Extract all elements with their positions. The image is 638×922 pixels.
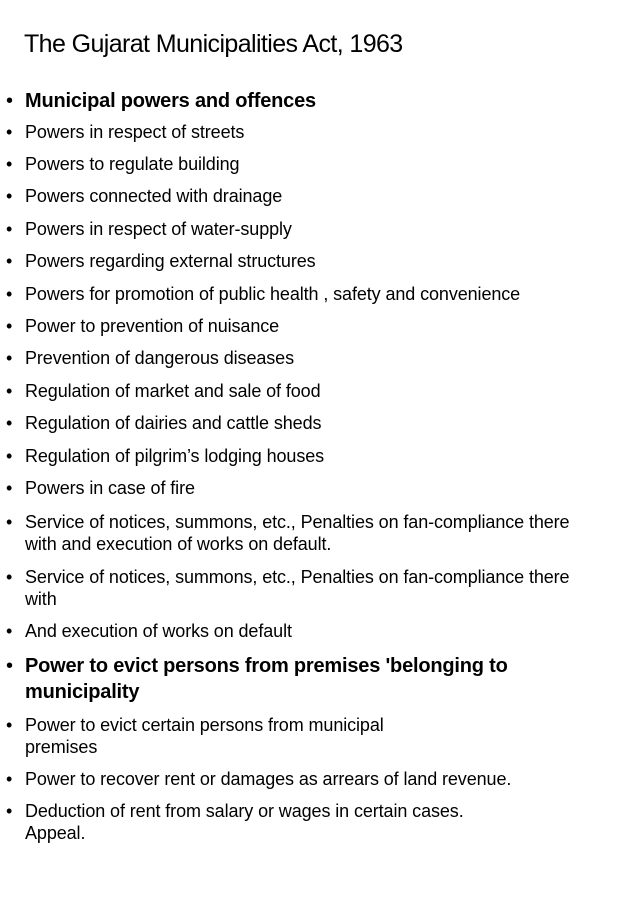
list-item-text: Powers connected with drainage (25, 186, 283, 206)
bullet-icon: • (6, 381, 13, 401)
list-item-text: Service of notices, summons, etc., Penalties on fan-compliance there with (25, 567, 570, 609)
list-item-text: Power to evict certain persons from municipal premises (25, 715, 384, 757)
list-item-text: Regulation of pilgrim’s lodging houses (25, 446, 325, 466)
bullet-icon: • (6, 621, 13, 641)
bullet-icon: • (6, 284, 13, 304)
list-item-text: Powers in respect of water-supply (25, 219, 292, 239)
bullet-icon: • (6, 348, 13, 368)
list-item-text: Power to recover rent or damages as arrears of land revenue. (25, 769, 512, 789)
bullet-icon: • (6, 219, 13, 239)
bullet-icon: • (6, 478, 13, 498)
bullet-icon: • (6, 186, 13, 206)
list-item-text: Service of notices, summons, etc., Penalties on fan-compliance there with and execution of works on default. (25, 512, 570, 554)
list-item-text: Regulation of dairies and cattle sheds (25, 413, 322, 433)
list-item-text: Powers in respect of streets (25, 122, 245, 142)
page-title: The Gujarat Municipalities Act, 1963 (24, 30, 403, 58)
list-item-text: Powers in case of fire (25, 478, 195, 498)
list-item-text: Prevention of dangerous diseases (25, 348, 294, 368)
list-item-text: Powers for promotion of public health , safety and convenience (25, 284, 521, 304)
bullet-icon: • (6, 122, 13, 142)
bullet-icon: • (6, 316, 13, 336)
list-item-text: Powers regarding external structures (25, 251, 316, 271)
bullet-icon: • (6, 251, 13, 271)
bullet-icon: • (6, 715, 13, 735)
list-item-text: Regulation of market and sale of food (25, 381, 321, 401)
list-item-text: Deduction of rent from salary or wages in certain cases. Appeal. (25, 801, 464, 843)
bullet-icon: • (6, 769, 13, 789)
list-item-text: Municipal powers and offences (25, 90, 316, 112)
list-item-text: Power to prevention of nuisance (25, 316, 280, 336)
list-item-text: Power to evict persons from premises 'belonging to municipality (25, 655, 508, 703)
bullet-icon: • (6, 655, 14, 677)
list-item-text: And execution of works on default (25, 621, 292, 641)
bullet-icon: • (6, 446, 13, 466)
list-item-text: Powers to regulate building (25, 154, 240, 174)
bullet-icon: • (6, 154, 13, 174)
bullet-icon: • (6, 413, 13, 433)
bullet-icon: • (6, 801, 13, 821)
bullet-icon: • (6, 567, 13, 587)
bullet-icon: • (6, 512, 13, 532)
bullet-icon: • (6, 90, 14, 112)
